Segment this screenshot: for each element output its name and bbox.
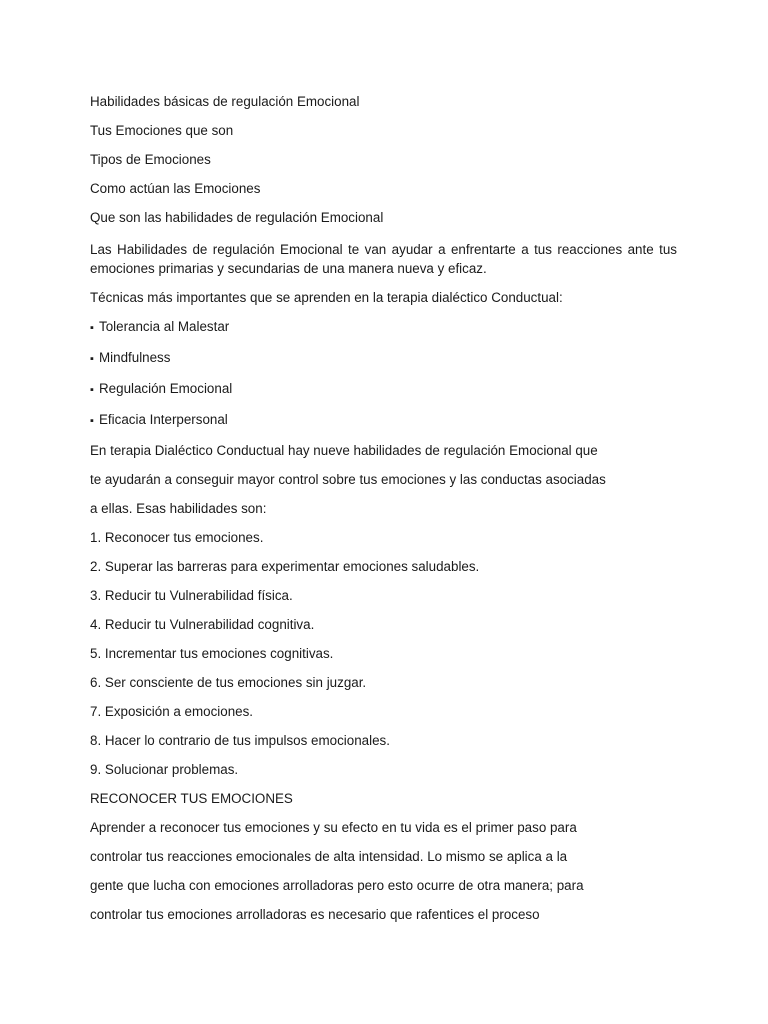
section-text-line: Aprender a reconocer tus emociones y su efecto en tu vida es el primer paso para <box>90 820 577 836</box>
skill-list-item: 1. Reconocer tus emociones. <box>90 530 264 546</box>
section-text-line: controlar tus reacciones emocionales de alta intensidad. Lo mismo se aplica a la <box>90 849 568 865</box>
skill-list-item: 8. Hacer lo contrario de tus impulsos emocionales. <box>90 733 390 749</box>
heading-line: Tipos de Emociones <box>90 152 211 167</box>
section-text-line: controlar tus emociones arrolladoras es necesario que rafentices el proceso <box>90 907 540 923</box>
heading-line: Como actúan las Emociones <box>90 181 261 196</box>
skills-intro-line: En terapia Dialéctico Conductual hay nueve habilidades de regulación Emocional que <box>90 443 598 459</box>
technique-list-item: ▪ Eficacia Interpersonal <box>90 410 677 431</box>
technique-list-item: ▪ Regulación Emocional <box>90 379 677 400</box>
skill-list-item: 4. Reducir tu Vulnerabilidad cognitiva. <box>90 617 315 633</box>
skill-list-item: 2. Superar las barreras para experimentar emociones saludables. <box>90 559 480 575</box>
section-text-line: gente que lucha con emociones arrolladoras pero esto ocurre de otra manera; para <box>90 878 584 894</box>
section-heading: RECONOCER TUS EMOCIONES <box>90 791 293 807</box>
document-body <box>90 92 677 934</box>
skill-list-item: 7. Exposición a emociones. <box>90 704 254 720</box>
intro-paragraph: Las Habilidades de regulación Emocional te van ayudar a enfrentarte a tus reacciones ante tus emociones primarias y secundarias de una manera nueva y eficaz. <box>90 242 677 277</box>
heading-line: Habilidades básicas de regulación Emocional <box>90 94 360 109</box>
techniques-intro: Técnicas más importantes que se aprenden en la terapia dialéctico Conductual: <box>90 290 563 306</box>
skills-intro-line: a ellas. Esas habilidades son: <box>90 501 267 517</box>
skills-intro-line: te ayudarán a conseguir mayor control sobre tus emociones y las conductas asociadas <box>90 472 606 488</box>
skill-list-item: 5. Incrementar tus emociones cognitivas. <box>90 646 334 662</box>
technique-list-item: ▪ Mindfulness <box>90 348 677 369</box>
skill-list-item: 3. Reducir tu Vulnerabilidad física. <box>90 588 293 604</box>
heading-line: Que son las habilidades de regulación Emocional <box>90 210 384 225</box>
heading-line: Tus Emociones que son <box>90 123 234 138</box>
skill-list-item: 9. Solucionar problemas. <box>90 762 239 778</box>
technique-list-item: ▪ Tolerancia al Malestar <box>90 317 677 338</box>
skill-list-item: 6. Ser consciente de tus emociones sin juzgar. <box>90 675 367 691</box>
